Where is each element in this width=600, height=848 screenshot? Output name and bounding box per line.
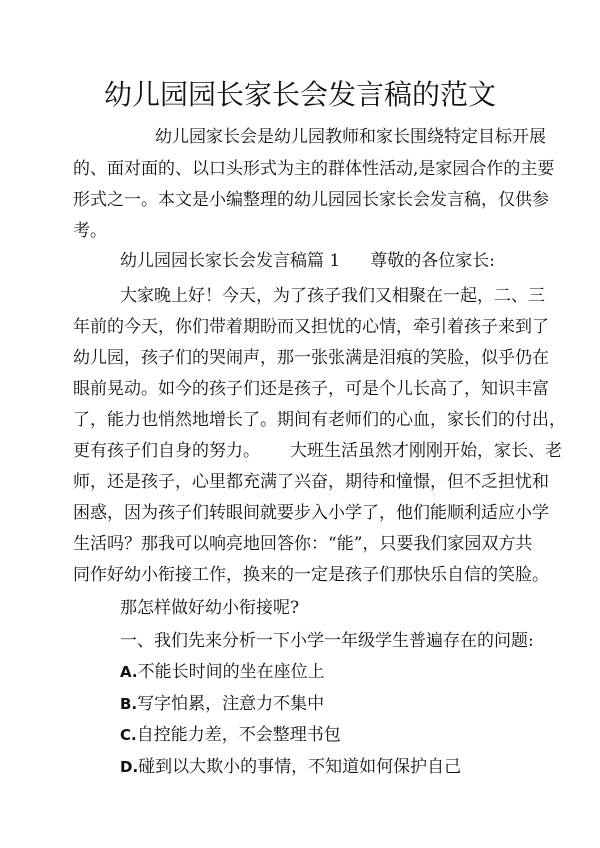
body-line: 更有孩子们自身的努力。 [73,441,260,461]
body-line: 生活吗？那我可以响亮地回答你：“能”，只要我们家园双方共 [73,534,533,554]
salutation: 尊敬的各位家长: [370,251,495,271]
list-item-letter: D. [120,758,139,776]
list-item [120,661,580,683]
intro-line: 的、面对面的、以口头形式为主的群体性活动,是家园合作的主要 [73,159,555,179]
body-line: 大家晚上好！今天，为了孩子我们又相聚在一起，二、三 [120,286,545,306]
body-line: 同作好幼小衔接工作，换来的一定是孩子们那快乐自信的笑脸。 [73,565,549,585]
body-line: 大班生活虽然才刚刚开始，家长、老 [290,441,562,461]
list-item-letter: A. [120,663,138,681]
body-line: 困惑，因为孩子们转眼间就要步入小学了，他们能顺利适应小学 [73,503,549,523]
list-item-letter: B. [120,695,138,713]
body-line-with-paragraph [73,440,562,462]
body-line: 眼前晃动。如今的孩子们还是孩子，可是个儿长高了，知识丰富 [73,379,549,399]
list-item-letter: C. [120,726,137,744]
question-line: 那怎样做好幼小衔接呢? [120,598,300,618]
intro-line: 考。 [73,221,107,241]
body-line: 幼儿园，孩子们的哭闹声，那一张张满是泪痕的笑脸，似乎仍在 [73,348,549,368]
section-heading-line [120,250,580,272]
list-item [120,693,580,715]
intro-line: 幼儿园家长会是幼儿园教师和家长围绕特定目标开展 [155,127,546,147]
list-item-text: 碰到以大欺小的事情，不知道如何保护自己 [138,757,462,777]
list-item-text: 不能长时间的坐在座位上 [137,662,325,682]
body-line: 年前的今天，你们带着期盼而又担忧的心情，牵引着孩子来到了 [73,317,549,337]
body-line: 师，还是孩子，心里都充满了兴奋，期待和憧憬，但不乏担忧和 [73,472,549,492]
list-item [120,724,580,746]
page-title: 幼儿园园长家长会发言稿的范文 [103,78,496,111]
analysis-line: 一、我们先来分析一下小学一年级学生普遍存在的问题: [120,631,534,651]
list-item [120,756,580,778]
list-item-text: 写字怕累，注意力不集中 [137,694,325,714]
list-item-text: 自控能力差，不会整理书包 [136,725,341,745]
body-line: 了，能力也悄然地增长了。期间有老师们的心血，家长们的付出， [73,410,566,430]
section-heading: 幼儿园园长家长会发言稿篇 1 [120,251,341,271]
intro-line: 形式之一。本文是小编整理的幼儿园园长家长会发言稿，仅供参 [73,190,549,210]
